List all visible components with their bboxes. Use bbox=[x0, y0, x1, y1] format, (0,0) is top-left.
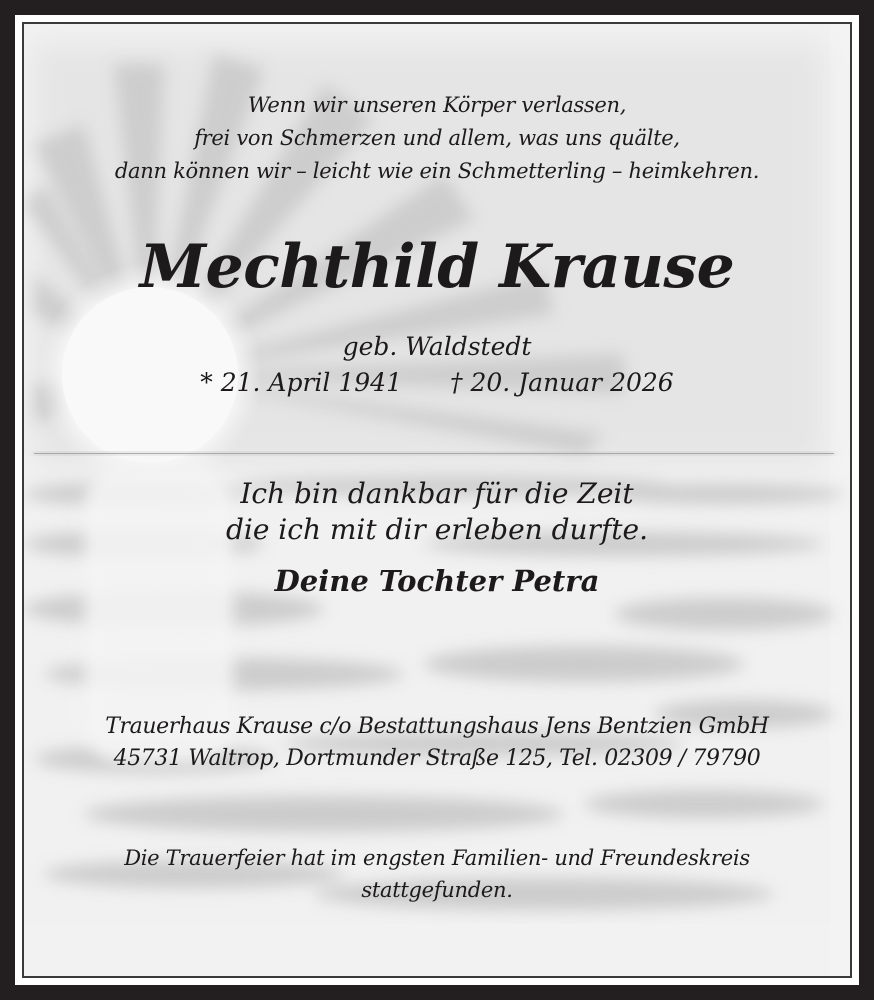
deceased-name: Mechthild Krause bbox=[139, 232, 735, 302]
maiden-name: geb. Waldstedt bbox=[342, 332, 532, 361]
ceremony-line-2: stattgefunden. bbox=[361, 878, 513, 902]
life-dates bbox=[24, 368, 850, 397]
address-line-1: Trauerhaus Krause c/o Bestattungshaus Jens Bentzien GmbH bbox=[105, 714, 769, 739]
poem-line-2: frei von Schmerzen und allem, was uns quälte, bbox=[194, 126, 680, 150]
birth-date: * 21. April 1941 bbox=[200, 368, 402, 397]
death-date: † 20. Januar 2026 bbox=[450, 368, 674, 397]
quote-line-2: die ich mit dir erleben durfte. bbox=[225, 513, 649, 546]
address-line-2: 45731 Waltrop, Dortmunder Straße 125, Tel. 02309 / 79790 bbox=[113, 746, 761, 771]
ceremony-line-1: Die Trauerfeier hat im engsten Familien- und Freundeskreis bbox=[124, 846, 750, 870]
notice-text bbox=[24, 24, 850, 976]
quote-line-1: Ich bin dankbar für die Zeit bbox=[240, 477, 634, 510]
signed-by: Deine Tochter Petra bbox=[274, 564, 600, 598]
poem-line-3: dann können wir – leicht wie ein Schmetterling – heimkehren. bbox=[114, 159, 760, 183]
poem-line-1: Wenn wir unseren Körper verlassen, bbox=[247, 93, 627, 117]
